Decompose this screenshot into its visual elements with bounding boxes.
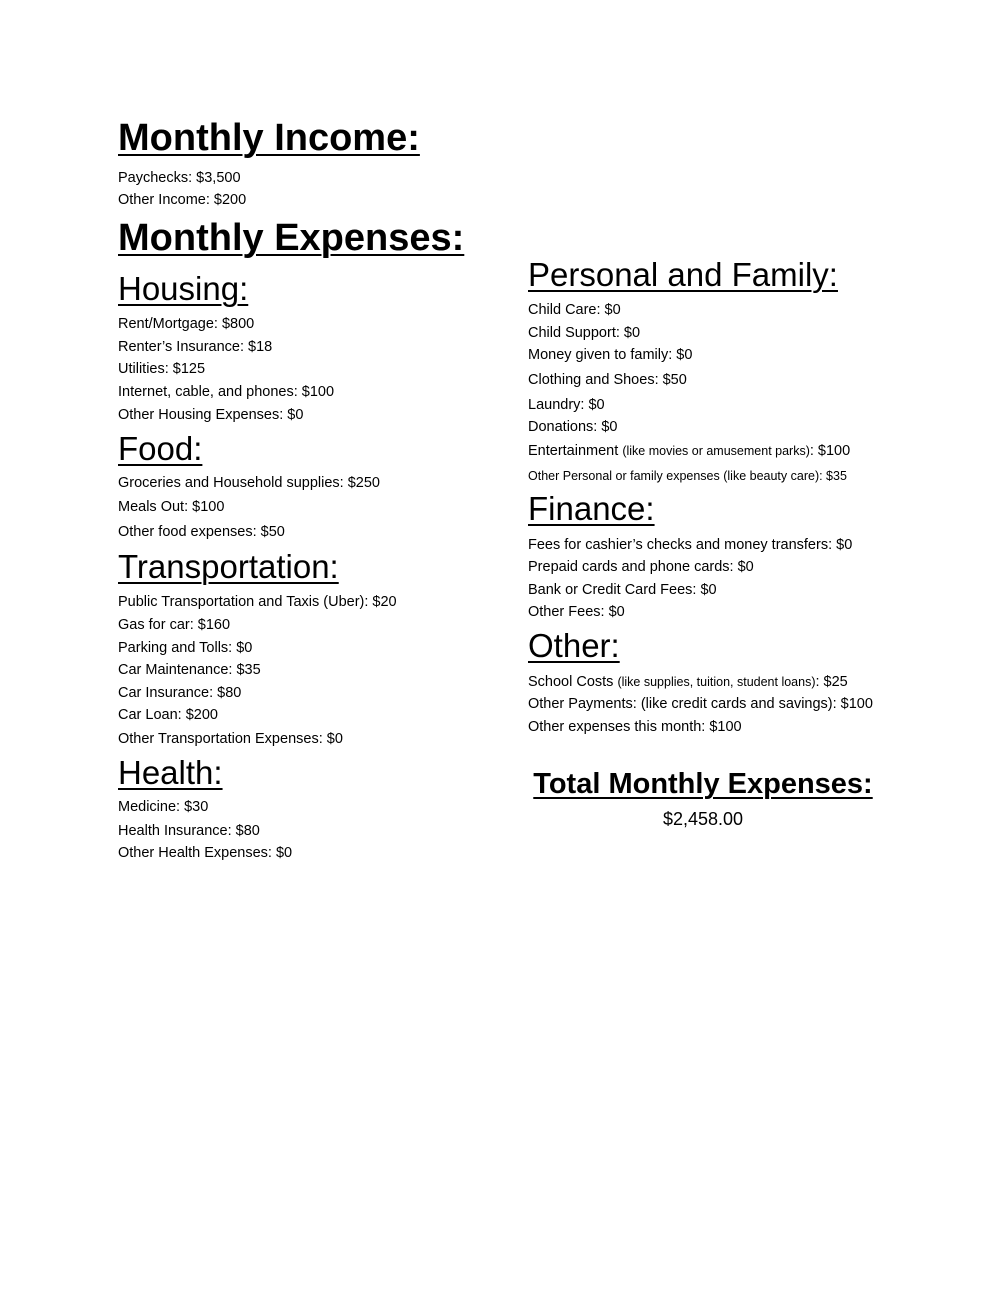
income-paychecks: Paychecks: $3,500 [118,170,241,186]
housing-heading: Housing: [118,270,249,307]
personal-item: Money given to family: $0 [528,347,693,363]
income-other: Other Income: $200 [118,192,247,208]
other-heading: Other: [528,627,620,664]
total-expenses-value: $2,458.00 [662,809,744,829]
personal-item: Donations: $0 [528,419,618,435]
transportation-item: Car Maintenance: $35 [118,662,261,678]
housing-item: Renter’s Insurance: $18 [118,339,273,355]
school-value: : $25 [815,674,848,690]
school-note: (like supplies, tuition, student loans) [617,675,816,689]
transportation-item: Car Insurance: $80 [118,685,242,701]
food-item: Groceries and Household supplies: $250 [118,475,380,491]
entertainment-value: : $100 [809,443,851,459]
transportation-item: Other Transportation Expenses: $0 [118,731,343,747]
personal-other: Other Personal or family expenses (like beauty care): $35 [528,469,847,483]
entertainment-note: (like movies or amusement parks) [622,444,810,458]
other-item: Other expenses this month: $100 [528,719,742,735]
food-item: Other food expenses: $50 [118,524,285,540]
health-item: Medicine: $30 [118,799,209,815]
food-item: Meals Out: $100 [118,499,225,515]
food-heading: Food: [118,430,203,467]
housing-item: Utilities: $125 [118,361,206,377]
health-item: Health Insurance: $80 [118,823,260,839]
finance-item: Other Fees: $0 [528,604,625,620]
finance-item: Fees for cashier’s checks and money transfers: $0 [528,537,853,553]
monthly-income-heading: Monthly Income: [118,117,420,159]
housing-item: Internet, cable, and phones: $100 [118,384,335,400]
entertainment-label: Entertainment [528,443,619,459]
transportation-heading: Transportation: [118,548,339,585]
health-item: Other Health Expenses: $0 [118,845,293,861]
personal-family-heading: Personal and Family: [528,256,838,293]
other-item: Other Payments: (like credit cards and savings): $100 [528,696,873,712]
total-expenses-heading: Total Monthly Expenses: [533,768,873,800]
monthly-expenses-heading: Monthly Expenses: [118,217,465,259]
health-heading: Health: [118,754,223,791]
personal-entertainment [528,443,850,459]
personal-item: Child Support: $0 [528,325,641,341]
transportation-item: Gas for car: $160 [118,617,231,633]
finance-heading: Finance: [528,490,655,527]
housing-item: Other Housing Expenses: $0 [118,407,304,423]
finance-item: Bank or Credit Card Fees: $0 [528,582,717,598]
other-school-costs [528,674,848,690]
school-label: School Costs [528,674,614,690]
transportation-item: Parking and Tolls: $0 [118,640,253,656]
transportation-item: Public Transportation and Taxis (Uber): $20 [118,594,397,610]
personal-item: Child Care: $0 [528,302,621,318]
transportation-item: Car Loan: $200 [118,707,218,723]
personal-item: Laundry: $0 [528,397,605,413]
personal-item: Clothing and Shoes: $50 [528,372,687,388]
finance-item: Prepaid cards and phone cards: $0 [528,559,754,575]
housing-item: Rent/Mortgage: $800 [118,316,255,332]
